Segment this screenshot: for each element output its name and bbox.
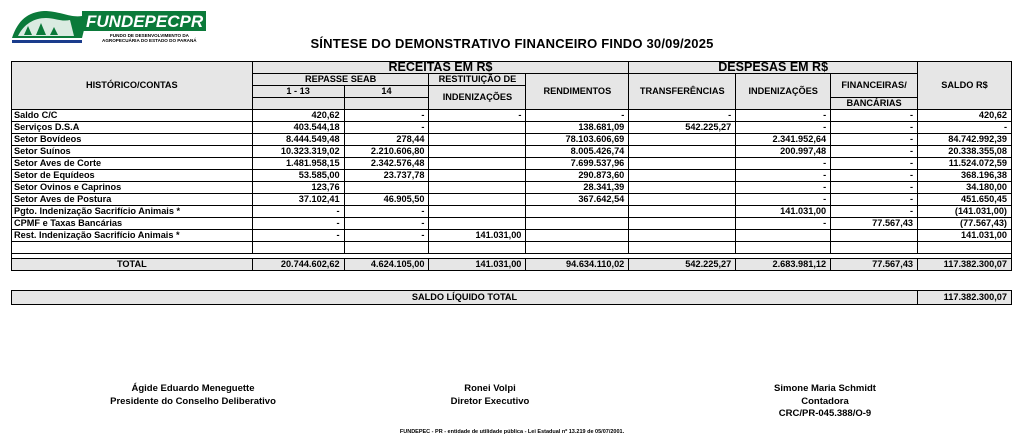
row-cell: - bbox=[736, 110, 831, 122]
row-cell: 46.905,50 bbox=[344, 194, 429, 206]
signature-name: Ronei Volpi bbox=[464, 383, 516, 394]
row-cell: 141.031,00 bbox=[736, 206, 831, 218]
logo-tagline-2: AGROPECUÁRIA DO ESTADO DO PARANÁ bbox=[102, 38, 197, 43]
row-label: Setor Suínos bbox=[12, 146, 253, 158]
signature-block-accountant bbox=[710, 383, 940, 421]
table-row bbox=[12, 218, 1012, 230]
header-despesas: DESPESAS EM R$ bbox=[629, 62, 918, 74]
total-cell: 117.382.300,07 bbox=[918, 259, 1012, 271]
row-cell bbox=[831, 242, 918, 254]
row-cell: 2.210.606,80 bbox=[344, 146, 429, 158]
header-saldo: SALDO R$ bbox=[918, 62, 1012, 110]
row-cell bbox=[629, 206, 736, 218]
row-cell: 141.031,00 bbox=[429, 230, 526, 242]
row-cell bbox=[629, 182, 736, 194]
row-cell bbox=[526, 206, 629, 218]
row-cell: - bbox=[344, 230, 429, 242]
row-cell: - bbox=[526, 110, 629, 122]
row-cell bbox=[629, 158, 736, 170]
financial-table bbox=[11, 61, 1012, 271]
row-cell bbox=[429, 122, 526, 134]
row-cell bbox=[429, 242, 526, 254]
row-cell: 77.567,43 bbox=[831, 218, 918, 230]
table-row bbox=[12, 194, 1012, 206]
row-cell: 542.225,27 bbox=[629, 122, 736, 134]
table-row bbox=[12, 170, 1012, 182]
row-cell: - bbox=[736, 122, 831, 134]
signature-role: Contadora bbox=[801, 395, 849, 407]
row-cell: - bbox=[736, 218, 831, 230]
row-cell: - bbox=[831, 194, 918, 206]
total-cell: 141.031,00 bbox=[429, 259, 526, 271]
row-cell bbox=[629, 170, 736, 182]
row-cell: - bbox=[344, 218, 429, 230]
header-transferencias: TRANSFERÊNCIAS bbox=[629, 74, 736, 110]
row-cell: 10.323.319,02 bbox=[252, 146, 344, 158]
total-cell: 77.567,43 bbox=[831, 259, 918, 271]
header-spacer bbox=[344, 98, 429, 110]
total-cell: 94.634.110,02 bbox=[526, 259, 629, 271]
row-cell: 420,62 bbox=[918, 110, 1012, 122]
header-spacer bbox=[252, 98, 344, 110]
row-cell: 53.585,00 bbox=[252, 170, 344, 182]
row-cell bbox=[429, 206, 526, 218]
row-cell: 290.873,60 bbox=[526, 170, 629, 182]
row-cell bbox=[629, 194, 736, 206]
row-cell: - bbox=[831, 158, 918, 170]
row-cell: - bbox=[736, 158, 831, 170]
row-label bbox=[12, 242, 253, 254]
saldo-liquido-label: SALDO LÍQUIDO TOTAL bbox=[12, 291, 918, 305]
row-label: Setor de Equídeos bbox=[12, 170, 253, 182]
table-row bbox=[12, 110, 1012, 122]
row-cell bbox=[344, 182, 429, 194]
row-cell: - bbox=[831, 146, 918, 158]
row-cell bbox=[526, 242, 629, 254]
row-cell: 23.737,78 bbox=[344, 170, 429, 182]
table-row bbox=[12, 206, 1012, 218]
signature-block-director bbox=[375, 383, 605, 408]
row-cell bbox=[629, 134, 736, 146]
header-historico: HISTÓRICO/CONTAS bbox=[12, 62, 253, 110]
row-cell: 420,62 bbox=[252, 110, 344, 122]
row-cell: 20.338.355,08 bbox=[918, 146, 1012, 158]
row-cell: 7.699.537,96 bbox=[526, 158, 629, 170]
header-financeiras-2: BANCÁRIAS bbox=[831, 98, 918, 110]
header-repasse-14: 14 bbox=[344, 86, 429, 98]
row-cell: - bbox=[831, 122, 918, 134]
row-cell: 84.742.992,39 bbox=[918, 134, 1012, 146]
row-cell: 8.444.549,48 bbox=[252, 134, 344, 146]
row-cell: 451.650,45 bbox=[918, 194, 1012, 206]
row-cell bbox=[629, 146, 736, 158]
row-cell bbox=[629, 242, 736, 254]
row-cell bbox=[736, 230, 831, 242]
row-cell bbox=[629, 230, 736, 242]
row-cell: 141.031,00 bbox=[918, 230, 1012, 242]
header-indenizacoes: INDENIZAÇÕES bbox=[736, 74, 831, 110]
row-label: Setor Aves de Postura bbox=[12, 194, 253, 206]
total-cell: 4.624.105,00 bbox=[344, 259, 429, 271]
table-row bbox=[12, 146, 1012, 158]
row-label: Setor Ovinos e Caprinos bbox=[12, 182, 253, 194]
table-row bbox=[12, 158, 1012, 170]
row-cell: 367.642,54 bbox=[526, 194, 629, 206]
header-rendimentos: RENDIMENTOS bbox=[526, 74, 629, 110]
row-cell: 123,76 bbox=[252, 182, 344, 194]
row-cell bbox=[344, 242, 429, 254]
table-body bbox=[12, 110, 1012, 254]
row-cell: 278,44 bbox=[344, 134, 429, 146]
row-label: Setor Aves de Corte bbox=[12, 158, 253, 170]
row-cell: - bbox=[918, 122, 1012, 134]
row-cell: (77.567,43) bbox=[918, 218, 1012, 230]
row-label: Pgto. Indenização Sacrifício Animais * bbox=[12, 206, 253, 218]
row-cell: 2.341.952,64 bbox=[736, 134, 831, 146]
row-cell: - bbox=[831, 134, 918, 146]
row-cell: - bbox=[252, 230, 344, 242]
logo-brand: FUNDEPECPR bbox=[86, 12, 204, 31]
row-cell bbox=[429, 170, 526, 182]
row-cell: - bbox=[831, 206, 918, 218]
row-cell: - bbox=[252, 206, 344, 218]
footer-note: FUNDEPEC - PR - entidade de utilidade pública - Lei Estadual nº 13.219 de 05/07/2001. bbox=[399, 429, 625, 435]
row-cell: 78.103.606,69 bbox=[526, 134, 629, 146]
row-cell: - bbox=[831, 110, 918, 122]
document-title: SÍNTESE DO DEMONSTRATIVO FINANCEIRO FINDO 30/09/2025 bbox=[310, 36, 714, 51]
saldo-liquido-table bbox=[11, 290, 1012, 305]
header-receitas: RECEITAS EM R$ bbox=[252, 62, 629, 74]
row-cell bbox=[429, 134, 526, 146]
saldo-liquido-value: 117.382.300,07 bbox=[918, 291, 1012, 305]
row-cell bbox=[429, 158, 526, 170]
signature-role: Diretor Executivo bbox=[450, 395, 530, 407]
row-cell bbox=[629, 218, 736, 230]
row-cell: - bbox=[344, 110, 429, 122]
row-label: CPMF e Taxas Bancárias bbox=[12, 218, 253, 230]
row-cell bbox=[918, 242, 1012, 254]
row-label: Serviços D.S.A bbox=[12, 122, 253, 134]
row-cell: - bbox=[736, 170, 831, 182]
row-cell bbox=[831, 230, 918, 242]
row-cell bbox=[429, 218, 526, 230]
row-cell bbox=[252, 242, 344, 254]
row-cell: 2.342.576,48 bbox=[344, 158, 429, 170]
total-label: TOTAL bbox=[12, 259, 253, 271]
row-cell: 138.681,09 bbox=[526, 122, 629, 134]
table-row bbox=[12, 182, 1012, 194]
row-cell: 28.341,39 bbox=[526, 182, 629, 194]
row-cell: 11.524.072,59 bbox=[918, 158, 1012, 170]
row-cell: 1.481.958,15 bbox=[252, 158, 344, 170]
row-cell: - bbox=[344, 206, 429, 218]
row-cell: 37.102,41 bbox=[252, 194, 344, 206]
row-cell: - bbox=[344, 122, 429, 134]
row-cell bbox=[526, 218, 629, 230]
signature-name: Simone Maria Schmidt bbox=[774, 383, 876, 394]
row-cell: 34.180,00 bbox=[918, 182, 1012, 194]
row-cell bbox=[736, 242, 831, 254]
signature-extra: CRC/PR-045.388/O-9 bbox=[778, 408, 872, 419]
row-cell: - bbox=[429, 110, 526, 122]
row-cell: - bbox=[736, 194, 831, 206]
row-cell: - bbox=[831, 170, 918, 182]
row-cell: 200.997,48 bbox=[736, 146, 831, 158]
row-label: Saldo C/C bbox=[12, 110, 253, 122]
signature-name: Ágide Eduardo Meneguette bbox=[131, 383, 255, 394]
row-cell: - bbox=[831, 182, 918, 194]
table-row bbox=[12, 230, 1012, 242]
logo-tagline-1: FUNDO DE DESENVOLVIMENTO DA bbox=[110, 33, 189, 38]
total-row bbox=[12, 259, 1012, 271]
row-cell bbox=[429, 194, 526, 206]
table-row bbox=[12, 134, 1012, 146]
row-cell bbox=[429, 146, 526, 158]
total-cell: 2.683.981,12 bbox=[736, 259, 831, 271]
row-cell: - bbox=[252, 218, 344, 230]
row-label: Rest. Indenização Sacrifício Animais * bbox=[12, 230, 253, 242]
header-restituicao-1: RESTITUIÇÃO DE bbox=[429, 74, 526, 86]
table-row bbox=[12, 242, 1012, 254]
row-cell: 368.196,38 bbox=[918, 170, 1012, 182]
signature-role: Presidente do Conselho Deliberativo bbox=[110, 395, 276, 407]
signature-block-president bbox=[78, 383, 308, 408]
row-cell: - bbox=[629, 110, 736, 122]
header-repasse: REPASSE SEAB bbox=[252, 74, 429, 86]
row-cell: (141.031,00) bbox=[918, 206, 1012, 218]
table-row bbox=[12, 122, 1012, 134]
row-label: Setor Bovídeos bbox=[12, 134, 253, 146]
row-cell: 8.005.426,74 bbox=[526, 146, 629, 158]
row-cell: 403.544,18 bbox=[252, 122, 344, 134]
header-financeiras-1: FINANCEIRAS/ bbox=[831, 74, 918, 98]
row-cell bbox=[429, 182, 526, 194]
header-restituicao-2: INDENIZAÇÕES bbox=[429, 86, 526, 110]
total-cell: 542.225,27 bbox=[629, 259, 736, 271]
header-repasse-1-13: 1 - 13 bbox=[252, 86, 344, 98]
total-cell: 20.744.602,62 bbox=[252, 259, 344, 271]
row-cell: - bbox=[736, 182, 831, 194]
row-cell bbox=[526, 230, 629, 242]
